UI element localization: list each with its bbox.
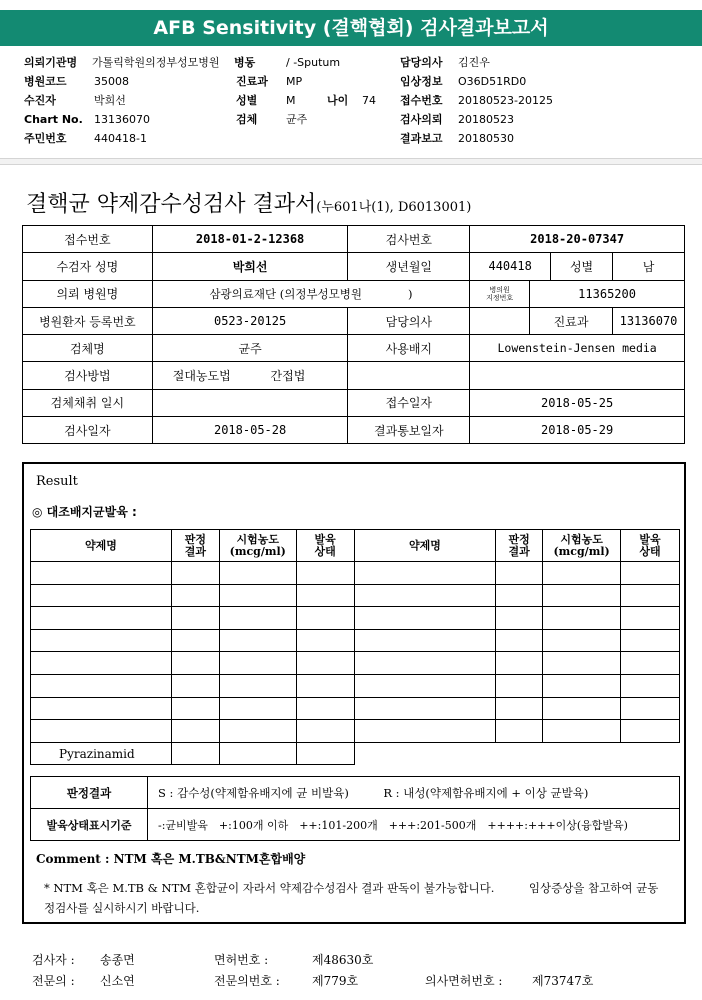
- conc-header-line2: (mcg/ml): [553, 544, 610, 558]
- legend-row: [31, 777, 680, 809]
- report-date-value: 20180530: [458, 132, 514, 145]
- dob: 440418: [470, 253, 551, 280]
- report-header-title: AFB Sensitivity (결핵협회) 검사결과보고서: [0, 10, 702, 46]
- specimen: 균주: [152, 335, 348, 362]
- doctor-label: 담당의사: [400, 56, 443, 69]
- dept: 13136070: [613, 307, 685, 334]
- drug-name-pyrazinamid: Pyrazinamid: [31, 742, 172, 765]
- growth-header-line1: 발육: [639, 532, 661, 546]
- medium: Lowenstein-Jensen media: [470, 335, 685, 362]
- drug-column-header: 약제명: [354, 530, 496, 562]
- table-row: [31, 674, 680, 697]
- legend-table: [30, 776, 680, 841]
- designated-label: [470, 280, 530, 307]
- cell-label: 진료과: [530, 307, 613, 334]
- doctor-value: 김진우: [458, 56, 490, 69]
- specialist-name: 신소연: [100, 974, 135, 988]
- clinical-info-label: 임상정보: [400, 75, 443, 88]
- resident-no-label: 주민번호: [24, 132, 67, 145]
- hospital-code-value: 35008: [94, 75, 129, 88]
- chart-no-value: 13136070: [94, 113, 150, 126]
- table-row: [31, 607, 680, 630]
- report-title: [26, 187, 471, 218]
- growth-column-header: [621, 530, 680, 562]
- control-growth-label: ◎ 대조배지균발육 :: [32, 505, 137, 519]
- conc-header-line2: (mcg/ml): [229, 544, 286, 558]
- section-divider: [0, 158, 702, 165]
- designated-label-line2: 지정번호: [486, 293, 514, 302]
- table-row: [31, 652, 680, 675]
- specialist-no-label: 전문의번호 :: [214, 974, 280, 988]
- legend-row: [31, 809, 680, 841]
- hospital-name-label: 의뢰기관명: [24, 56, 78, 69]
- legend-value-growth: -:균비발육 +:100개 이하 ++:101-200개 +++:201-500개 ++++:+++이상(융합발육): [148, 809, 680, 841]
- header-info: [24, 56, 684, 152]
- dept-value: MP: [286, 75, 303, 88]
- growth-header-line2: 상태: [314, 544, 336, 558]
- hospital-name: 삼광의료재단 (의정부성모병원 ): [152, 280, 469, 307]
- test-date: 2018-05-28: [152, 417, 348, 444]
- receipt-no-label: 접수번호: [400, 94, 443, 107]
- reg-no: 0523-20125: [152, 307, 348, 334]
- cell-label: 접수일자: [348, 389, 470, 416]
- license-label: 면허번호 :: [214, 953, 269, 967]
- report-date-label: 결과보고: [400, 132, 443, 145]
- ward-value: / -Sputum: [286, 56, 341, 69]
- drug-column-header: 약제명: [31, 530, 172, 562]
- license-no: 제48630호: [312, 953, 374, 967]
- table-row: [31, 720, 680, 743]
- tester-label: 검사자 :: [32, 953, 75, 967]
- dept-label: 진료과: [236, 75, 268, 88]
- legend-value-judgement: S : 감수성(약제함유배지에 균 비발육) R : 내성(약제함유배지에 + 이상 균발육): [148, 777, 680, 809]
- hospital-name-value: 가톨릭학원의정부성모병원: [92, 56, 220, 69]
- patient-info-table: [22, 225, 685, 444]
- empty-cell: [348, 362, 470, 389]
- report-code: (누601나(1), D6013001): [316, 200, 472, 215]
- specimen-value: 균주: [286, 113, 308, 126]
- request-date-label: 검사의뢰: [400, 113, 443, 126]
- method-1: 절대농도법: [172, 369, 231, 384]
- receipt-no-value: 20180523-20125: [458, 94, 553, 107]
- patient-name: 박희선: [152, 253, 348, 280]
- resident-no-value: 440418-1: [94, 132, 147, 145]
- comment-text: * NTM 혹은 M.TB & NTM 혼합균이 자라서 약제감수성검사 결과 판독이 불가능합니다. 임상증상을 참고하여 균동정검사를 실시하시기 바랍니다.: [44, 881, 659, 915]
- legend-key-growth: 발육상태표시기준: [31, 809, 148, 841]
- receipt-date: 2018-05-25: [470, 389, 685, 416]
- doctor-license-no: 제73747호: [532, 974, 594, 988]
- report-title-text: 결핵균 약제감수성검사 결과서: [26, 192, 317, 217]
- specialist-label: 전문의 :: [32, 974, 75, 988]
- sex-label: 성별: [236, 94, 258, 107]
- cell-label: 접수번호: [23, 226, 153, 253]
- cell-label: 수검자 성명: [23, 253, 153, 280]
- table-row: [31, 562, 680, 585]
- cell-label: 병원환자 등록번호: [23, 307, 153, 334]
- age-value: 74: [362, 94, 376, 107]
- judge-header-line1: 판정: [508, 532, 530, 546]
- cell-label: 검사방법: [23, 362, 153, 389]
- doctor-license-label: 의사면허번호 :: [425, 974, 503, 988]
- sex: 남: [613, 253, 685, 280]
- designated-no: 11365200: [530, 280, 685, 307]
- patient-value: 박희선: [94, 94, 126, 107]
- doctor: [470, 307, 530, 334]
- method-2: 간접법: [270, 369, 306, 384]
- specialist-no: 제779호: [312, 974, 359, 988]
- patient-label: 수진자: [24, 94, 56, 107]
- cell-label: 검체명: [23, 335, 153, 362]
- notify-date: 2018-05-29: [470, 417, 685, 444]
- cell-label: 검체채취 일시: [23, 389, 153, 416]
- empty-cell: [470, 362, 685, 389]
- conc-header-line1: 시험농도: [236, 532, 279, 546]
- tester-name: 송종면: [100, 953, 135, 967]
- receipt-no: 2018-01-2-12368: [152, 226, 348, 253]
- growth-column-header: [296, 530, 354, 562]
- hospital-code-label: 병원코드: [24, 75, 67, 88]
- drug-result-table: [30, 529, 680, 765]
- cell-label: 검사일자: [23, 417, 153, 444]
- clinical-info-value: O36D51RD0: [458, 75, 527, 88]
- table-row: [31, 584, 680, 607]
- test-no: 2018-20-07347: [470, 226, 685, 253]
- designated-label-line1: 병의원: [489, 285, 510, 294]
- cell-label: 결과통보일자: [348, 417, 470, 444]
- request-date-value: 20180523: [458, 113, 514, 126]
- conc-header-line1: 시험농도: [560, 532, 603, 546]
- growth-header-line2: 상태: [639, 544, 661, 558]
- cell-label: 검사번호: [348, 226, 470, 253]
- table-row: [31, 742, 680, 765]
- cell-label: 생년월일: [348, 253, 470, 280]
- collect-date: [152, 389, 348, 416]
- table-header-row: [31, 530, 680, 562]
- conc-column-header: [543, 530, 621, 562]
- comment-label: Comment : NTM 혹은 M.TB&NTM혼합배양: [36, 852, 306, 866]
- result-title: Result: [36, 474, 78, 489]
- judge-column-header: [496, 530, 543, 562]
- legend-key-judgement: 판정결과: [31, 777, 148, 809]
- judge-header-line2: 결과: [184, 544, 206, 558]
- cell-label: 의뢰 병원명: [23, 280, 153, 307]
- test-method: [152, 362, 348, 389]
- judge-header-line1: 판정: [184, 532, 206, 546]
- growth-header-line1: 발육: [314, 532, 336, 546]
- age-label: 나이: [327, 94, 349, 107]
- cell-label: 성별: [551, 253, 613, 280]
- ward-label: 병동: [234, 56, 256, 69]
- table-row: [31, 629, 680, 652]
- judge-header-line2: 결과: [508, 544, 530, 558]
- conc-column-header: [219, 530, 296, 562]
- specimen-label: 검체: [236, 113, 258, 126]
- chart-no-label: Chart No.: [24, 113, 83, 126]
- table-row: [31, 697, 680, 720]
- cell-label: 사용배지: [348, 335, 470, 362]
- sex-value: M: [286, 94, 296, 107]
- judge-column-header: [171, 530, 219, 562]
- cell-label: 담당의사: [348, 307, 470, 334]
